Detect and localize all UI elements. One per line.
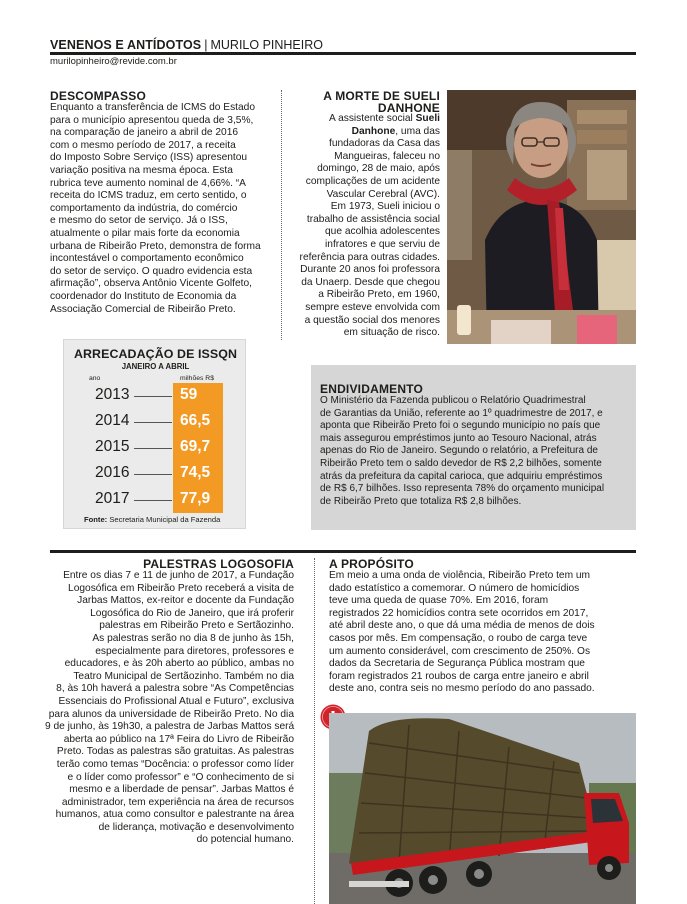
middle-rule <box>50 550 636 553</box>
text-line: trabalho de assistência social <box>306 213 440 225</box>
text-line: administrador, tem experiência na área de recursos <box>61 796 294 808</box>
text-line: do Imposto Sobre Serviço (ISS) apresentou <box>50 152 248 164</box>
text-line: em situação de risco. <box>343 327 440 339</box>
endividamento-body <box>320 395 630 508</box>
chart-value-label: 66,5 <box>180 412 211 429</box>
chart-x-header: ano <box>89 375 101 382</box>
text-line: atualmente o pilar mais forte da economia <box>50 227 240 239</box>
descompasso-body <box>50 102 290 316</box>
text-line: incontestável o comportamento econômico <box>50 253 244 265</box>
text-line: complicações de um acidente <box>305 175 440 187</box>
text-line: humanos, atua como consultor e palestrante na área <box>55 809 294 821</box>
proposito-body <box>329 570 636 696</box>
chart-leader-line <box>134 422 172 423</box>
text-line: que acolhia adolescentes <box>325 226 440 238</box>
text-line: foram registrados 21 roubos de carga entre janeiro e abril <box>329 670 589 682</box>
text-line: teve uma queda de quase 70%. Em 2016, foram <box>329 595 549 607</box>
chart-value-label: 74,5 <box>180 464 211 481</box>
palestras-title: PALESTRAS LOGOSOFIA <box>143 557 294 571</box>
chart-leader-line <box>134 448 172 449</box>
text-line: domingo, 28 de maio, após <box>317 163 440 175</box>
chart-leader-line <box>134 500 172 501</box>
text-line: Logosófica do Rio de Janeiro, que irá proferir <box>90 607 294 619</box>
cargo-truck-image <box>329 713 636 904</box>
text-line: Associação Comercial de Ribeirão Preto. <box>50 303 236 315</box>
chart-y-header: milhões R$ <box>180 375 214 382</box>
text-line: de R$ 6,7 bilhões. Isso representa 78% do orçamento municipal <box>320 483 605 495</box>
column-divider-bottom <box>314 558 315 904</box>
text-line: referência para outras cidades. <box>299 251 440 263</box>
text-line: Jarbas Mattos, ex-reitor e docente da Fundação <box>77 595 294 607</box>
text-line: palestras em Ribeirão Preto e Sertãozinho. <box>99 620 294 632</box>
text-line: e o líder como professor” e “O conhecimento de si <box>67 771 294 783</box>
text-line: mais assegurou empréstimos junto ao Tesouro Nacional, atrás <box>320 432 597 444</box>
text-line: Essenciais do Profissional Atual e Futuro”, exclusiva <box>58 695 294 707</box>
text-line: Ribeirão Preto tem o saldo devedor de R$ 2,2 bilhões, somente <box>320 457 602 469</box>
text-line: O Ministério da Fazenda publicou o Relatório Quadrimestral <box>320 395 586 406</box>
text-line: urbana de Ribeirão Preto, demonstra de forma <box>50 240 261 252</box>
text-line: rubrica teve aumento nominal de 4,66%. “A <box>50 177 246 189</box>
text-line: Preto. Todas as palestras são gratuitas. As palestras <box>56 746 294 758</box>
chart-year-label: 2014 <box>95 412 130 429</box>
text-line: sempre esteve envolvida com <box>305 301 440 313</box>
column-divider-top <box>281 90 282 340</box>
text-line: Durante 20 anos foi professora <box>300 264 440 276</box>
chart-title: ARRECADAÇÃO DE ISSQN <box>73 347 238 361</box>
text-line: Logosófica em Ribeirão Preto receberá a visita de <box>68 582 294 594</box>
text-line: a questão social dos menores <box>304 314 440 326</box>
chart-value-label: 59 <box>180 386 198 403</box>
text-line: aberta ao público na 17ª Feira do Livro de Ribeirão <box>63 733 294 745</box>
text-line: da Unaerp. Desde que chegou <box>301 276 440 288</box>
chart-value-label: 69,7 <box>180 438 211 455</box>
palestras-body <box>45 570 294 847</box>
chart-year-label: 2017 <box>95 490 130 507</box>
text-line: Teatro Municipal de Sertãozinho. Também no dia <box>73 670 294 682</box>
header-separator: | <box>204 38 208 52</box>
column-header <box>50 38 323 52</box>
text-line: do setor de serviço. O quadro evidencia esta <box>50 265 253 277</box>
text-line: A assistente social Sueli <box>329 113 440 124</box>
text-line: de Garantias da União, referente ao 1º quadrimestre de 2017, e <box>320 407 603 419</box>
text-line: Mangueiras, faleceu no <box>334 150 440 162</box>
text-line: variação positiva na mesma época. Esta <box>50 164 233 176</box>
endividamento-box <box>311 365 636 530</box>
text-line: afirmação”, observa Antônio Vicente Golfeto, <box>50 278 252 290</box>
cargo-truck-photo <box>329 713 636 904</box>
chart-leader-line <box>134 474 172 475</box>
author-name: MURILO PINHEIRO <box>210 38 323 52</box>
text-line: terão como temas “Docência: o professor como líder <box>56 758 294 770</box>
text-line: dado estatístico a comemorar. O número de homicídios <box>329 582 580 594</box>
text-line: com o mesmo período de 2017, a receita <box>50 139 236 151</box>
text-line: Em meio a uma onda de violência, Ribeirão Preto tem um <box>329 570 591 581</box>
text-line: comportamento da indústria, do comércio <box>50 202 238 214</box>
text-line: receita do ICMS traduz, em certo sentido, o <box>50 190 247 202</box>
text-line: atrás da prefeitura da capital carioca, que adquiriu empréstimos <box>320 470 603 482</box>
chart-subtitle: JANEIRO A ABRIL <box>121 362 190 371</box>
text-line: até abril deste ano, o que dá uma média de menos de dois <box>329 620 595 632</box>
text-line: especialmente para diretores, professores e <box>95 645 294 657</box>
text-line: para alunos da universidade de Ribeirão Preto. No dia <box>48 708 294 720</box>
text-line: deste ano, contra seis no mesmo período do ano passado. <box>329 683 595 695</box>
text-line: de liderança, motivação e desenvolvimento <box>98 821 294 833</box>
chart-source: Fonte: Secretaria Municipal da Fazenda <box>84 515 221 524</box>
chart-leader-line <box>134 396 172 397</box>
sueli-title: A MORTE DE SUELI DANHONE <box>323 89 440 115</box>
descompasso-title: DESCOMPASSO <box>50 89 146 103</box>
text-line: Danhone, uma das <box>351 125 440 137</box>
text-line: 9 de junho, às 19h30, a palestra de Jarbas Mattos será <box>45 721 295 733</box>
sueli-portrait <box>447 90 636 344</box>
endividamento-title: ENDIVIDAMENTO <box>320 382 424 396</box>
text-line: apenas do Rio de Janeiro. Segundo o relatório, a Prefeitura de <box>320 445 598 457</box>
chart-year-label: 2016 <box>95 464 130 481</box>
text-line: coordenador do Instituto de Economia da <box>50 290 237 302</box>
issqn-chart <box>63 339 246 529</box>
text-line: Em 1973, Sueli iniciou o <box>330 201 440 213</box>
text-line: um aumento considerável, com crescimento de 250%. Os <box>329 645 591 657</box>
text-line: registrados 22 homicídios contra sete ocorridos em 2017, <box>329 607 589 619</box>
text-line: na comparação de janeiro a abril de 2016 <box>50 127 239 139</box>
text-line: aponta que Ribeirão Preto foi o segundo município no país que <box>320 420 601 432</box>
text-line: mesmo e a liberdade de pensar”. Jarbas Mattos é <box>69 784 294 796</box>
text-line: Vascular Cerebral (AVC). <box>326 188 440 200</box>
text-line: do potencial humano. <box>196 834 294 846</box>
text-line: 8, às 10h haverá a palestra sobre “As Competências <box>56 683 294 695</box>
text-line: de Ribeirão Preto que totaliza R$ 2,8 bilhões. <box>320 495 522 507</box>
text-line: infratores e que serviu de <box>325 238 440 250</box>
text-line: e mesmo do setor de serviço. Já o ISS, <box>50 215 228 227</box>
sueli-photo <box>447 90 636 344</box>
section-name: VENENOS E ANTÍDOTOS <box>50 38 202 52</box>
text-line: Entre os dias 7 e 11 de junho de 2017, a Fundação <box>63 570 294 581</box>
top-rule <box>50 52 636 55</box>
text-line: educadores, e às 20h aberto ao público, ambas no <box>64 658 294 670</box>
sueli-body <box>290 113 440 340</box>
text-line: para o município apresentou queda de 3,5%, <box>50 114 254 126</box>
text-line: a Ribeirão Preto, em 1960, <box>318 289 440 301</box>
proposito-title: A PROPÓSITO <box>329 557 414 571</box>
chart-year-label: 2013 <box>95 386 130 403</box>
author-email[interactable]: murilopinheiro@revide.com.br <box>50 56 177 67</box>
chart-year-label: 2015 <box>95 438 130 455</box>
text-line: As palestras serão no dia 8 de junho às 15h, <box>92 632 294 644</box>
text-line: dados da Secretaria de Segurança Pública mostram que <box>329 658 585 670</box>
text-line: casos por mês. Em compensação, o roubo de carga teve <box>329 632 588 644</box>
text-line: Enquanto a transferência de ICMS do Estado <box>50 102 256 113</box>
chart-value-label: 77,9 <box>180 490 211 507</box>
text-line: fundadoras da Casa das <box>328 138 440 150</box>
